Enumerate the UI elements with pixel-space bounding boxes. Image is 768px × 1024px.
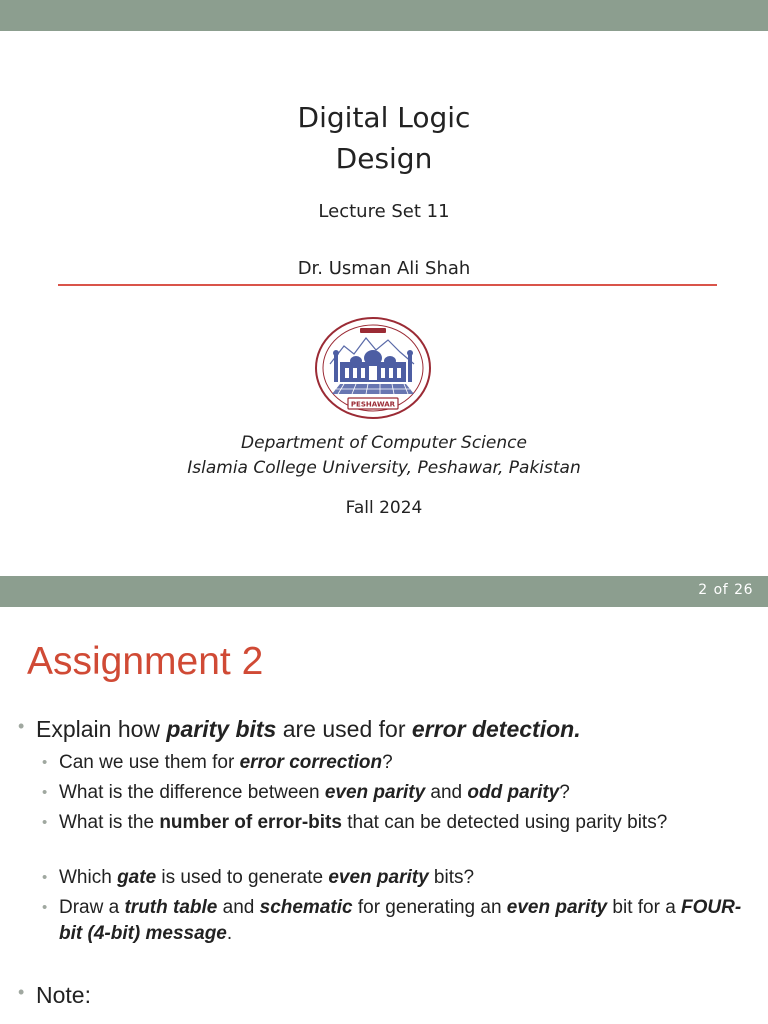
author-name: Dr. Usman Ali Shah — [297, 258, 471, 279]
page-indicator — [695, 582, 756, 598]
page-sep: of — [713, 582, 729, 598]
assignment-title: Assignment 2 — [27, 640, 264, 683]
bullet-dot-icon: • — [42, 814, 48, 831]
bullet-dot-icon: • — [18, 716, 25, 736]
page-total: 26 — [734, 582, 753, 598]
university-seal-icon — [314, 316, 432, 420]
sub-bullet-2: • What is the difference between even parity and odd parity? — [59, 780, 749, 806]
sub-bullet-4: • Which gate is used to generate even parity bits? — [59, 865, 749, 891]
bullet-dot-icon: • — [42, 784, 48, 801]
top-bar — [0, 0, 768, 31]
slide-title-line1: Digital Logic — [297, 101, 471, 134]
title-slide — [0, 31, 768, 576]
bullet-dot-icon: • — [42, 899, 48, 916]
bullet-note: • Note: — [18, 982, 91, 1008]
term-text: Fall 2024 — [345, 498, 423, 518]
department-text: Department of Computer Science — [241, 433, 527, 453]
sub-bullet-1: • Can we use them for error correction? — [59, 750, 749, 776]
sub-bullet-3: • What is the number of error-bits that can be detected using parity bits? — [59, 810, 699, 836]
bullet-dot-icon: • — [42, 869, 48, 886]
divider-rule — [58, 284, 717, 286]
lecture-label: Lecture Set 11 — [318, 201, 450, 222]
page-current: 2 — [698, 582, 708, 598]
page-indicator-bar — [0, 576, 768, 607]
seal-text: PESHAWAR — [350, 400, 396, 409]
university-text: Islamia College University, Peshawar, Pakistan — [187, 458, 581, 478]
bullet-main: • Explain how parity bits are used for error detection. — [18, 716, 581, 742]
bullet-dot-icon: • — [42, 754, 48, 771]
sub-bullet-5: • Draw a truth table and schematic for generating an even parity bit for a FOUR-bit (4-bit) message. — [42, 897, 742, 944]
bullet-dot-icon: • — [18, 982, 25, 1002]
slide-title-line2: Design — [335, 142, 433, 175]
